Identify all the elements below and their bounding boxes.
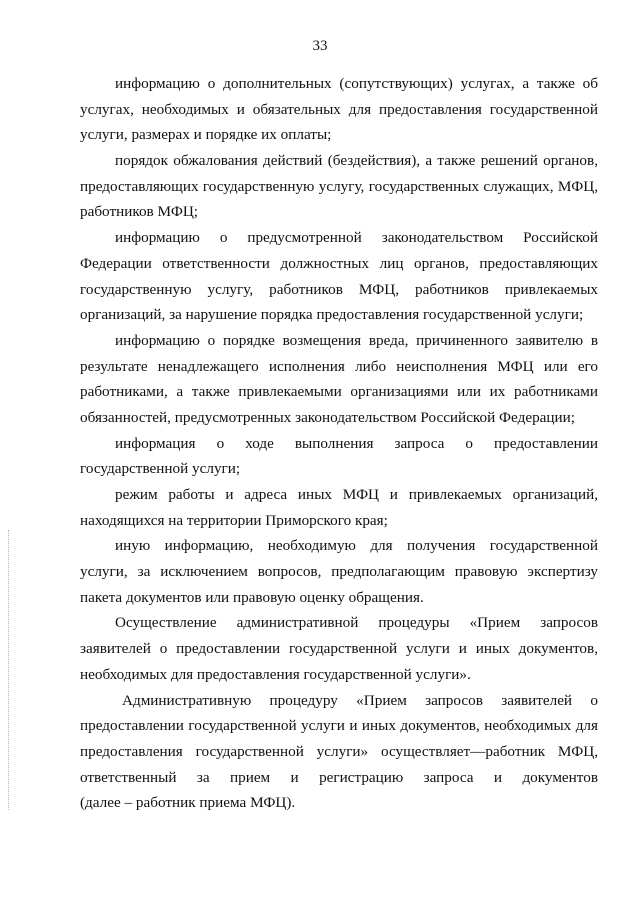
- document-body: [80, 71, 598, 816]
- text-line: Административную процедуру «Прием запросов заявителей о: [122, 691, 598, 709]
- text-line: государственной услуги;: [80, 460, 241, 478]
- paragraph: [80, 328, 598, 431]
- text-line: Федерации ответственности должностных лиц органов, предоставляющих: [80, 254, 598, 272]
- paragraph: [80, 533, 598, 610]
- text-line: работников МФЦ;: [80, 203, 199, 221]
- text-line: порядок обжалования действий (бездействия), а также решений органов,: [115, 152, 598, 170]
- paragraph: [80, 688, 598, 816]
- text-line: необходимых для предоставления государственной услуги».: [80, 665, 471, 683]
- text-line: иную информацию, необходимую для получения государственной: [115, 537, 598, 555]
- scan-margin-marks: [8, 530, 10, 810]
- text-line: пакета документов или правовую оценку обращения.: [80, 588, 424, 606]
- page-number: 33: [312, 38, 328, 54]
- paragraph: [80, 71, 598, 148]
- text-line: услуги, за исключением вопросов, предполагающим правовую экспертизу: [80, 563, 598, 581]
- text-line: информацию о предусмотренной законодательством Российской: [115, 229, 598, 247]
- text-line: предоставления государственной услуги» осуществляет—работник МФЦ,: [80, 742, 598, 760]
- text-line: режим работы и адреса иных МФЦ и привлекаемых организаций,: [115, 486, 598, 503]
- paragraph: [80, 431, 598, 482]
- text-line: услуги, размерах и порядке их оплаты;: [80, 126, 332, 144]
- text-line: информацию о дополнительных (сопутствующих) услугах, а также об: [115, 75, 598, 92]
- text-line: результате ненадлежащего исполнения либо неисполнения МФЦ или его: [80, 357, 598, 375]
- text-line: находящихся на территории Приморского края;: [80, 511, 388, 529]
- paragraph: [80, 610, 598, 687]
- text-line: организаций, за нарушение порядка предоставления государственной услуги;: [80, 306, 584, 324]
- text-line: информацию о порядке возмещения вреда, причиненного заявителю в: [115, 331, 598, 349]
- text-line: Осуществление административной процедуры «Прием запросов: [115, 614, 598, 632]
- paragraph: [80, 225, 598, 328]
- text-line: предоставлении государственной услуги и иных документов, необходимых для: [80, 717, 598, 735]
- paragraph: [80, 148, 598, 225]
- text-line: государственную услугу, работников МФЦ, работников привлекаемых: [80, 280, 598, 298]
- text-line: обязанностей, предусмотренных законодательством Российской Федерации;: [80, 408, 576, 426]
- text-line: работниками, а также привлекаемыми организациями или их работниками: [80, 383, 598, 401]
- text-line: заявителей о предоставлении государственной услуги и иных документов,: [80, 640, 598, 658]
- text-line: услугах, необходимых и обязательных для предоставления государственной: [80, 100, 598, 118]
- text-line: информация о ходе выполнения запроса о предоставлении: [115, 434, 598, 452]
- text-line: ответственный за прием и регистрацию запроса и документов: [80, 768, 598, 786]
- text-line: предоставляющих государственную услугу, государственных служащих, МФЦ,: [80, 177, 598, 195]
- paragraph: [80, 482, 598, 533]
- text-line: (далее – работник приема МФЦ).: [80, 794, 296, 812]
